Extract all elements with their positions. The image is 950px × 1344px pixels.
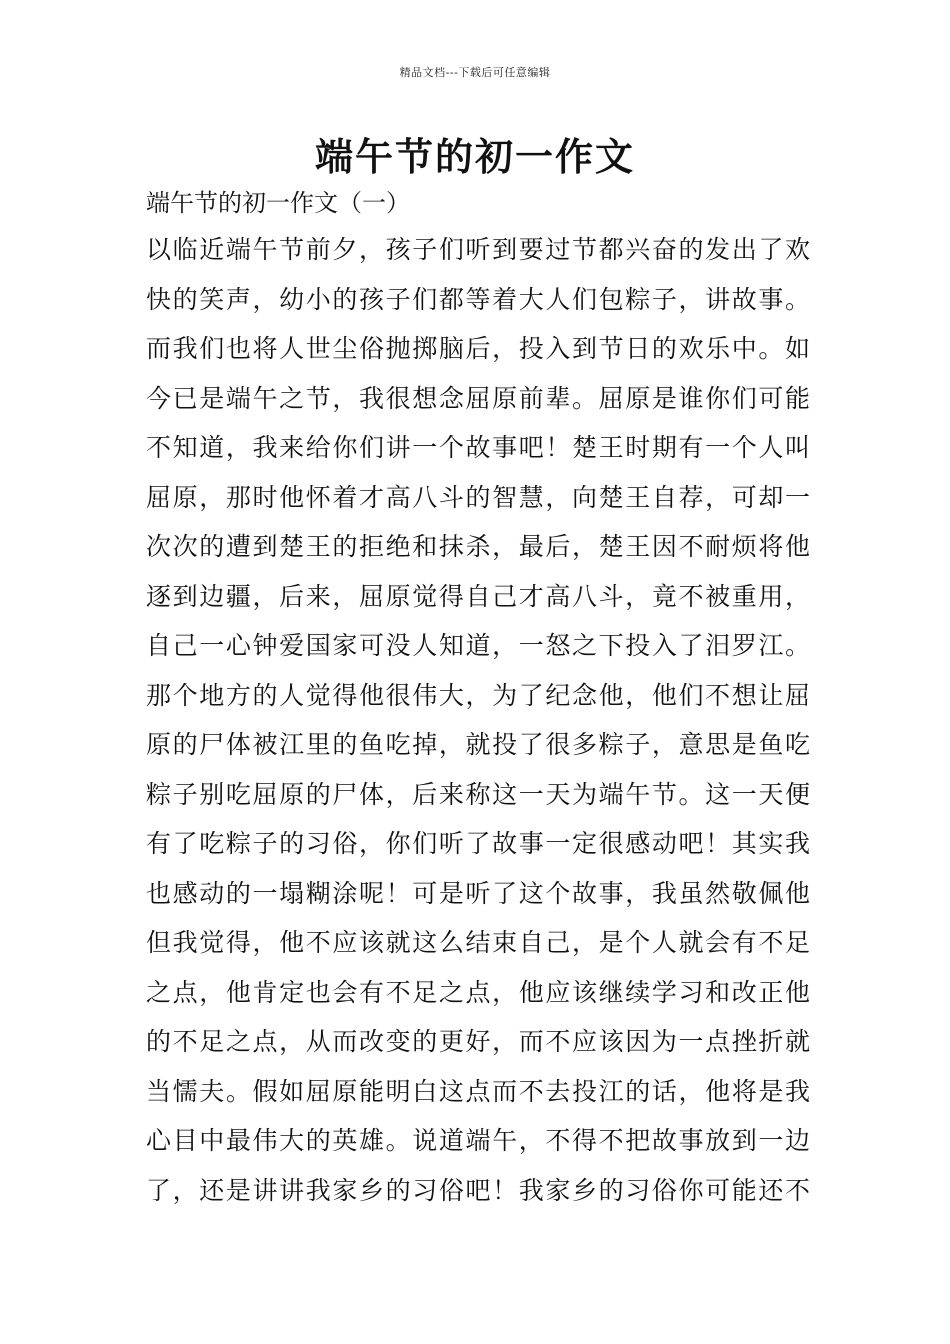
text-line: 之点，他肯定也会有不足之点，他应该继续学习和改正他	[146, 977, 810, 1007]
text-line: 今已是端午之节，我很想念屈原前辈。屈原是谁你们可能	[146, 383, 810, 413]
text-line: 逐到边疆，后来，屈原觉得自己才高八斗，竟不被重用，	[146, 581, 810, 611]
essay-body	[146, 225, 810, 1215]
text-line: 以临近端午节前夕，孩子们听到要过节都兴奋的发出了欢	[146, 235, 810, 264]
header-note: 精品文档---下载后可任意编辑	[399, 66, 551, 79]
text-line: 有了吃粽子的习俗，你们听了故事一定很感动吧！其实我	[146, 829, 810, 858]
text-line: 而我们也将人世尘俗抛掷脑后，投入到节日的欢乐中。如	[146, 334, 810, 363]
text-line: 粽子别吃屈原的尸体，后来称这一天为端午节。这一天便	[146, 779, 810, 809]
text-line: 当懦夫。假如屈原能明白这点而不去投江的话，他将是我	[146, 1076, 810, 1106]
text-line: 自己一心钟爱国家可没人知道，一怒之下投入了汨罗江。	[146, 631, 810, 660]
text-line: 也感动的一塌糊涂呢！可是听了这个故事，我虽然敬佩他	[146, 878, 810, 908]
text-line: 那个地方的人觉得他很伟大，为了纪念他，他们不想让屈	[146, 680, 810, 710]
text-line: 但我觉得，他不应该就这么结束自己，是个人就会有不足	[146, 928, 810, 957]
section-subtitle: 端午节的初一作文（一）	[146, 189, 410, 217]
text-line: 次次的遭到楚王的拒绝和抹杀，最后，楚王因不耐烦将他	[146, 532, 810, 561]
document-title: 端午节的初一作文	[314, 134, 635, 179]
text-line: 原的尸体被江里的鱼吃掉，就投了很多粽子，意思是鱼吃	[146, 730, 810, 759]
text-line: 快的笑声，幼小的孩子们都等着大人们包粽子，讲故事。	[146, 284, 810, 314]
text-line: 不知道，我来给你们讲一个故事吧！楚王时期有一个人叫	[146, 433, 810, 462]
text-line: 屈原，那时他怀着才高八斗的智慧，向楚王自荐，可却一	[146, 482, 810, 512]
text-line: 了，还是讲讲我家乡的习俗吧！我家乡的习俗你可能还不	[146, 1175, 810, 1205]
text-line: 心目中最伟大的英雄。说道端午，不得不把故事放到一边	[146, 1126, 810, 1155]
text-line: 的不足之点，从而改变的更好，而不应该因为一点挫折就	[146, 1027, 810, 1056]
